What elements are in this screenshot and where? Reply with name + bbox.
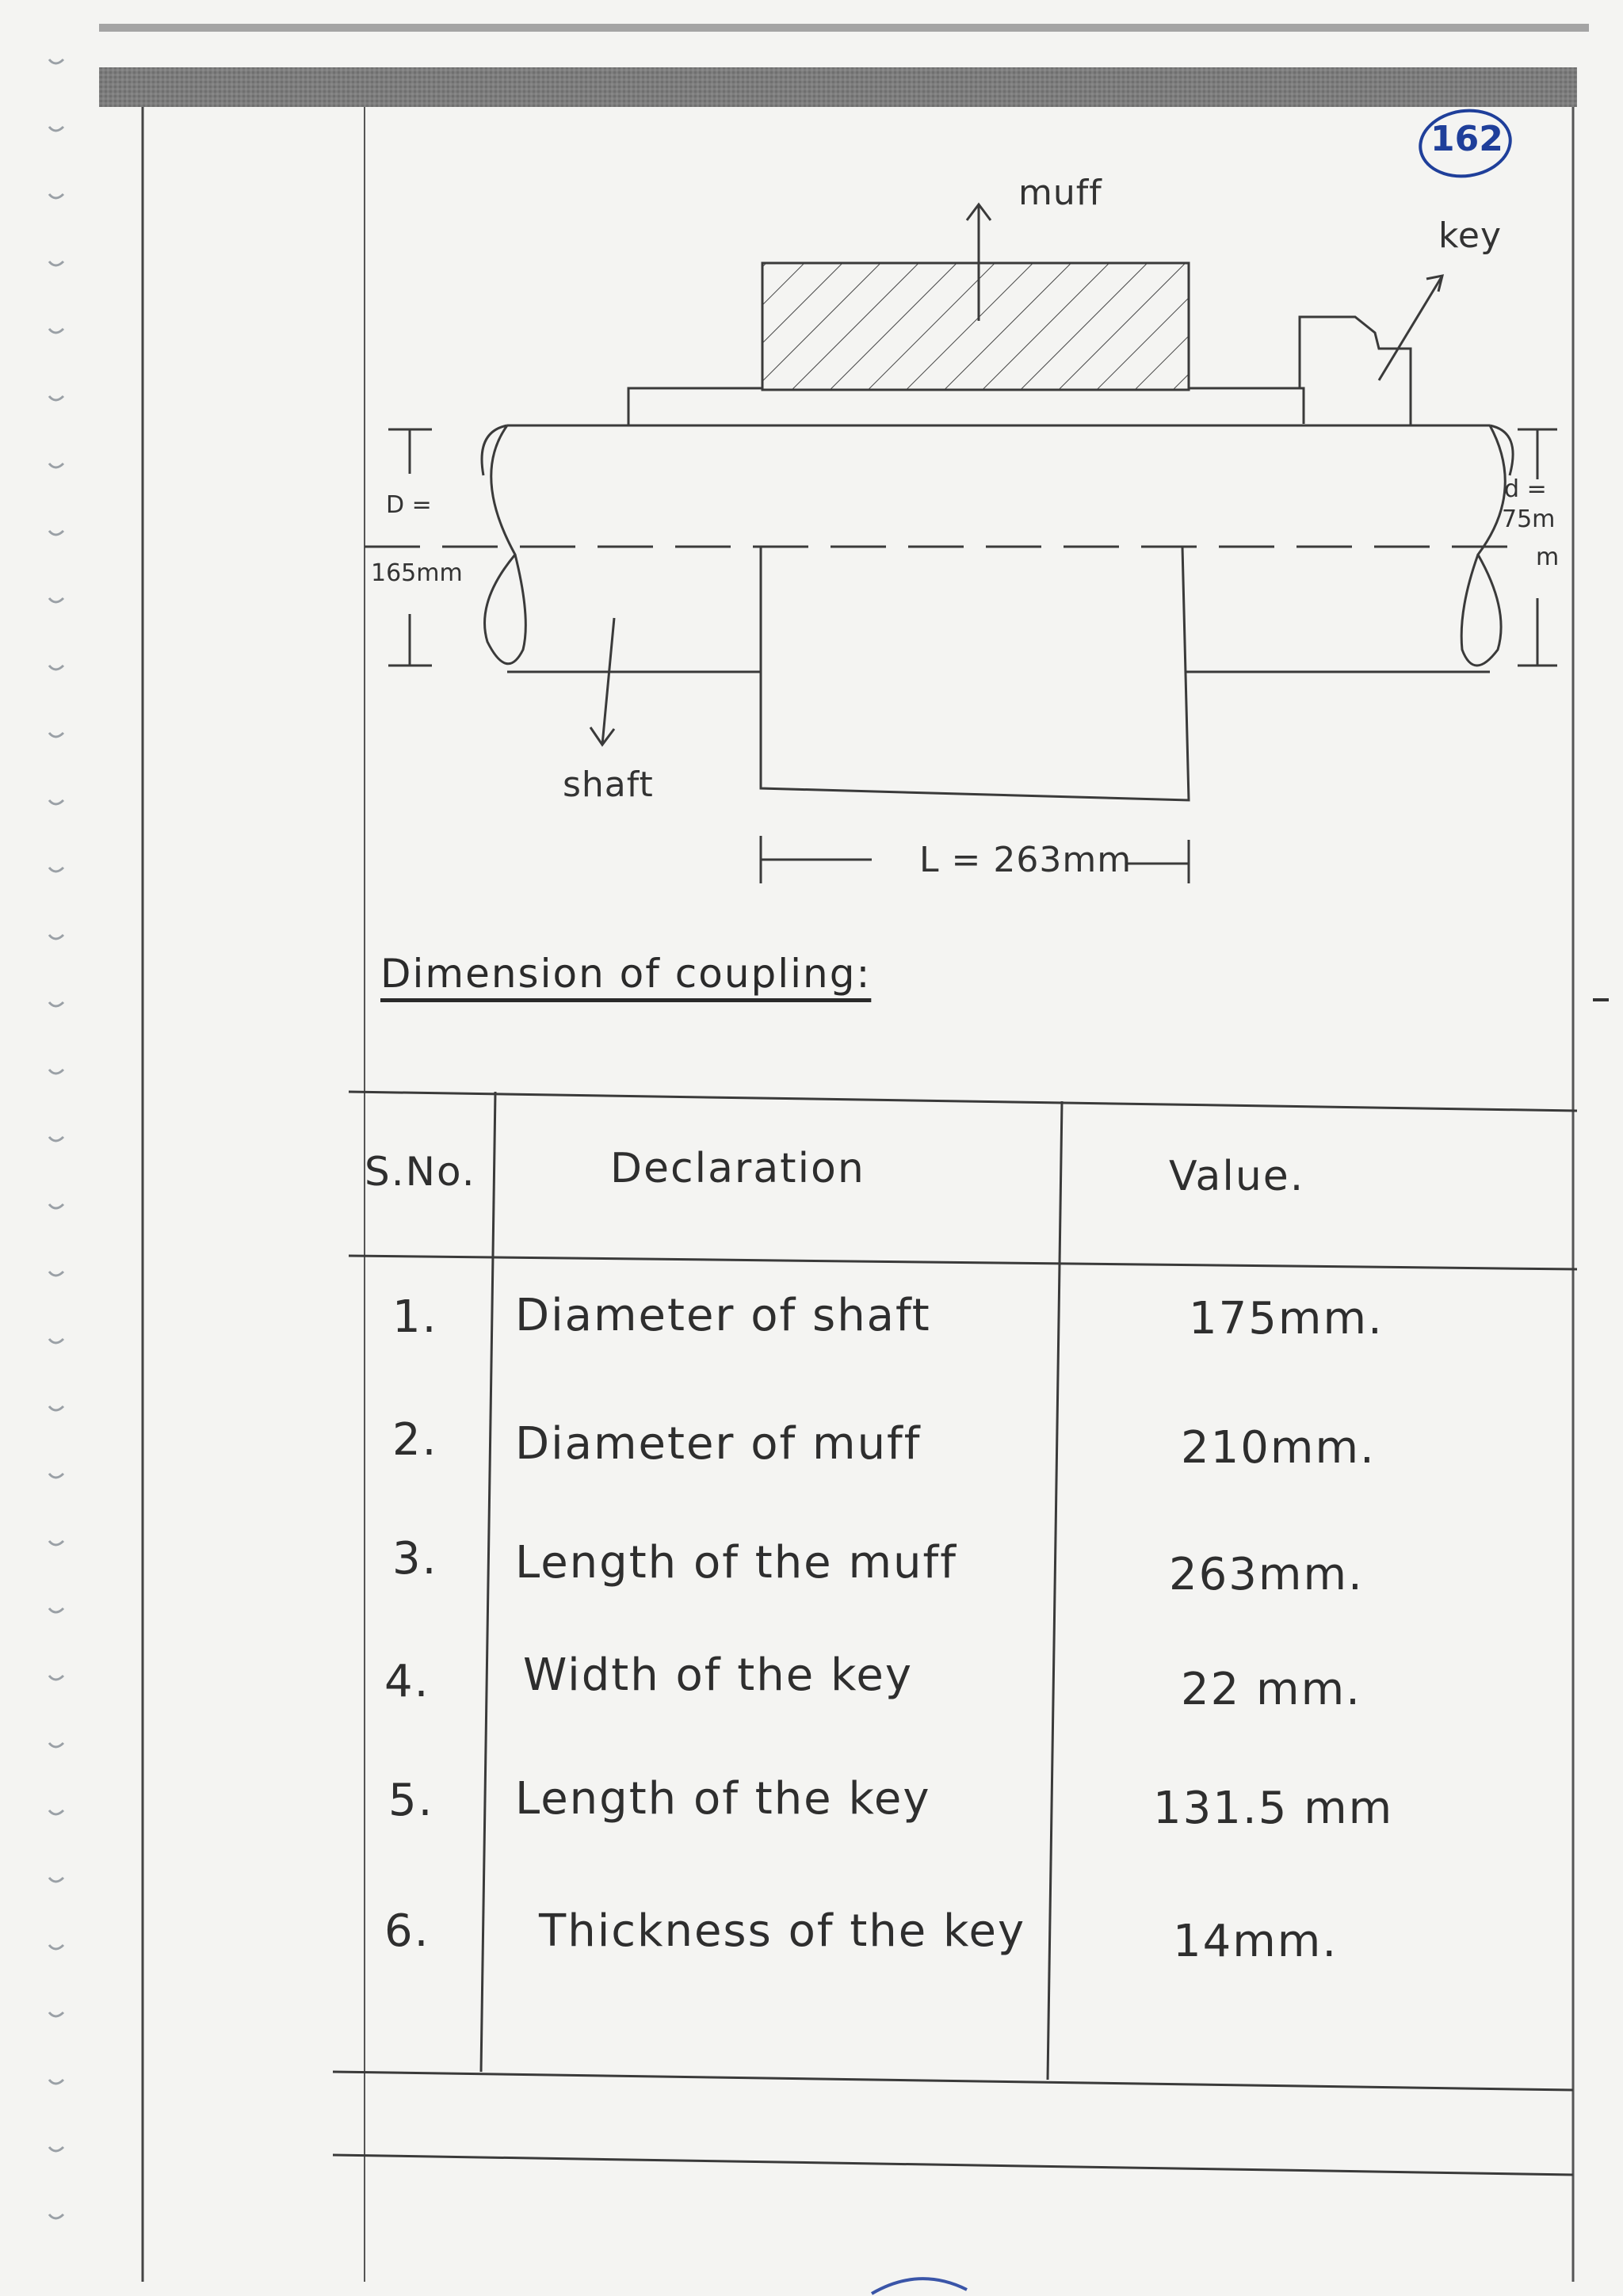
- page-number: 162: [1430, 119, 1503, 159]
- label-muff: muff: [1018, 173, 1102, 213]
- label-d-big: D =: [386, 491, 432, 519]
- table-row-2-declaration: Diameter of muff: [515, 1418, 922, 1470]
- table-row-3-declaration: Length of the muff: [515, 1537, 957, 1589]
- header-value: Value.: [1169, 1153, 1305, 1200]
- table-row-6-value: 14mm.: [1173, 1916, 1338, 1967]
- table-row-1-sno: 1.: [392, 1291, 438, 1343]
- table-row-2-value: 210mm.: [1181, 1422, 1376, 1474]
- table-row-2-sno: 2.: [392, 1414, 438, 1466]
- table-row-3-value: 263mm.: [1169, 1549, 1364, 1600]
- label-d-big-value: 165mm: [371, 559, 463, 587]
- table-row-3-sno: 3.: [392, 1533, 438, 1585]
- table-row-1-value: 175mm.: [1189, 1293, 1384, 1344]
- table-row-5-sno: 5.: [388, 1775, 434, 1826]
- label-length: L = 263mm: [919, 840, 1132, 880]
- table-row-5-declaration: Length of the key: [515, 1773, 931, 1825]
- table-row-6-declaration: Thickness of the key: [539, 1905, 1026, 1957]
- section-title: Dimension of coupling:: [380, 951, 872, 997]
- header-sno: S.No.: [365, 1149, 476, 1195]
- table-row-6-sno: 6.: [384, 1905, 430, 1957]
- label-d-small-value-1: 75m: [1502, 505, 1556, 533]
- label-d-small: d =: [1504, 475, 1547, 503]
- label-shaft: shaft: [563, 765, 654, 805]
- table-row-5-value: 131.5 mm: [1153, 1783, 1394, 1834]
- header-declaration: Declaration: [610, 1145, 865, 1192]
- table-row-4-declaration: Width of the key: [523, 1650, 914, 1701]
- table-row-4-value: 22 mm.: [1181, 1664, 1361, 1715]
- label-key: key: [1438, 215, 1503, 256]
- table-row-4-sno: 4.: [384, 1656, 430, 1707]
- label-d-small-value-2: m: [1536, 543, 1560, 571]
- table-row-1-declaration: Diameter of shaft: [515, 1290, 931, 1341]
